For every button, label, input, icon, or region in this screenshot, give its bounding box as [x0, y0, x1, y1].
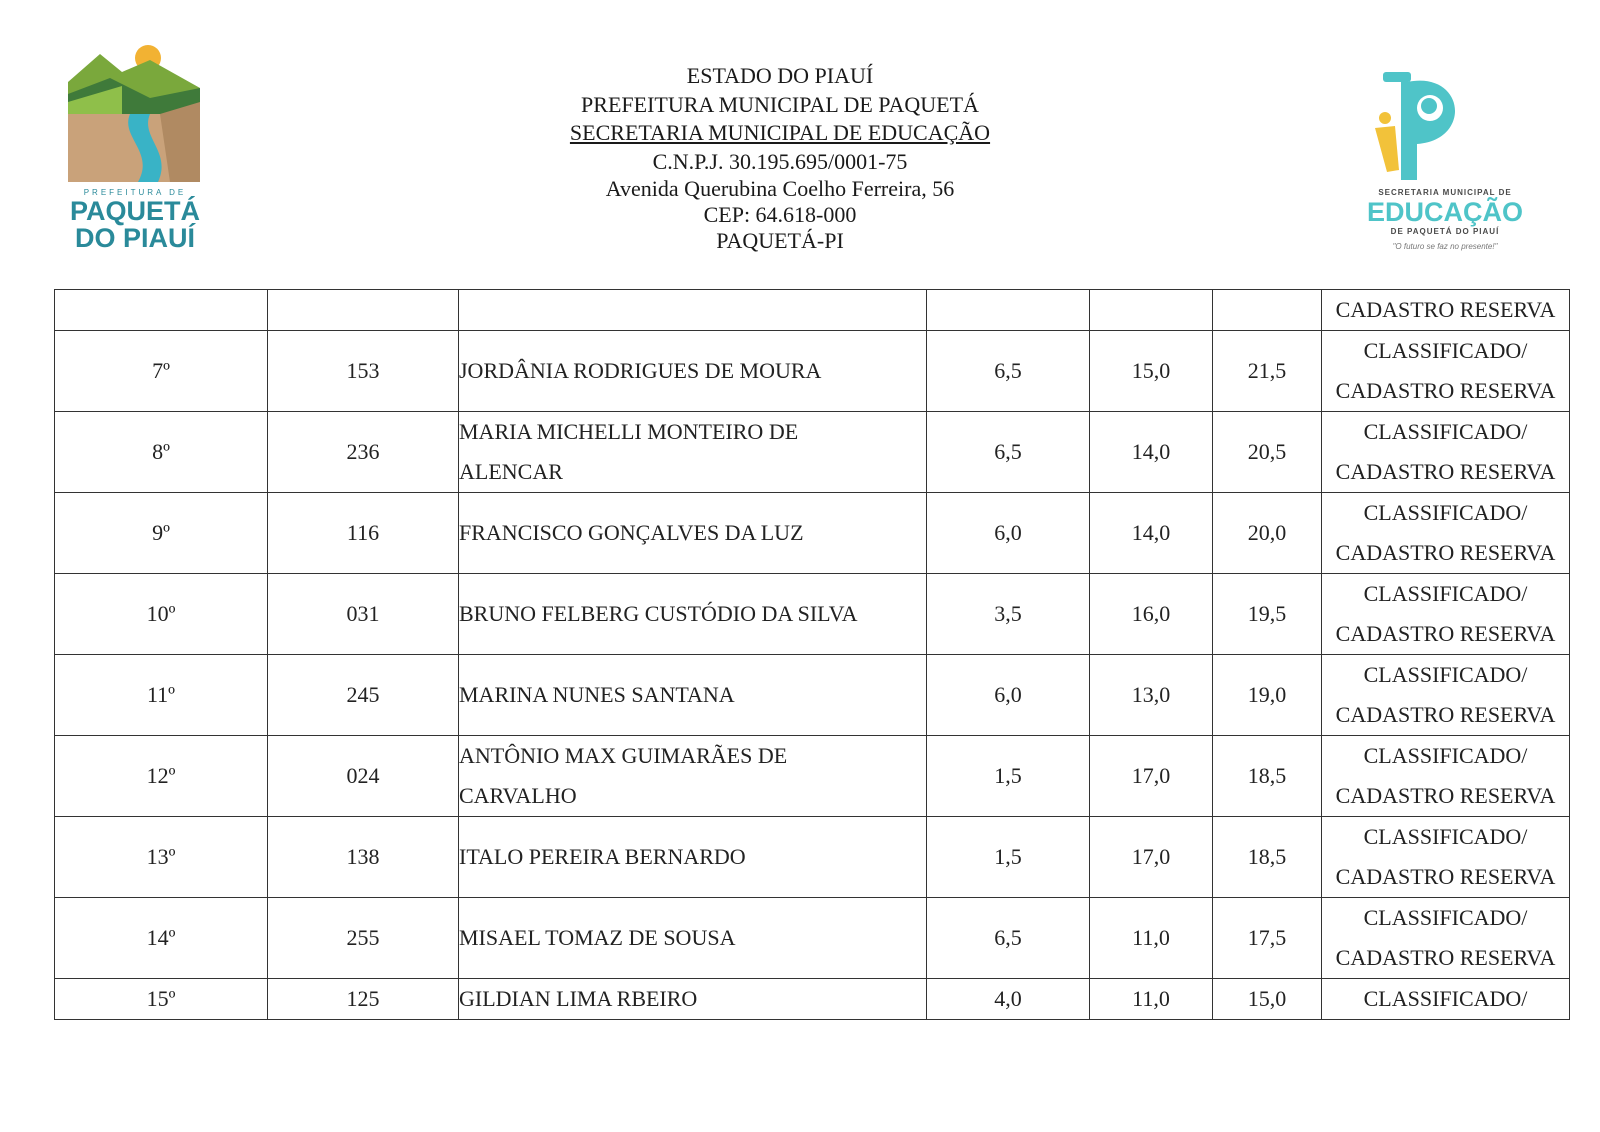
header-cep: CEP: 64.618-000	[703, 202, 857, 227]
code-cell	[268, 290, 459, 331]
rank-cell: 12º	[55, 736, 268, 817]
logo-right-line2: EDUCAÇÃO	[1366, 197, 1523, 227]
status-line-1: CLASSIFICADO/	[1363, 824, 1528, 849]
total-cell: 20,5	[1213, 412, 1322, 493]
status-cell	[1322, 655, 1570, 736]
status-line-2: CADASTRO RESERVA	[1335, 621, 1556, 646]
score2-cell	[1090, 290, 1213, 331]
secretaria-logo-graphic	[1355, 60, 1535, 185]
results-table	[54, 289, 1570, 1020]
name-cell: GILDIAN LIMA RBEIRO	[459, 979, 927, 1020]
status-cell	[1322, 817, 1570, 898]
score2-cell: 13,0	[1090, 655, 1213, 736]
status-cell	[1322, 736, 1570, 817]
code-cell: 236	[268, 412, 459, 493]
score1-cell: 6,0	[927, 655, 1090, 736]
score2-cell: 11,0	[1090, 898, 1213, 979]
header-prefeitura: PREFEITURA MUNICIPAL DE PAQUETÁ	[581, 91, 979, 117]
status-line-2: CADASTRO RESERVA	[1335, 459, 1556, 484]
document-header	[380, 62, 1180, 254]
status-cell	[1322, 331, 1570, 412]
status-cell: CLASSIFICADO/	[1322, 979, 1570, 1020]
total-cell: 19,5	[1213, 574, 1322, 655]
status-line-1: CLASSIFICADO/	[1363, 662, 1528, 687]
rank-cell: 10º	[55, 574, 268, 655]
name-cell	[459, 331, 927, 412]
code-cell: 255	[268, 898, 459, 979]
name-line-1: MARINA NUNES SANTANA	[459, 682, 735, 707]
status-line-1: CLASSIFICADO/	[1363, 743, 1528, 768]
header-address: Avenida Querubina Coelho Ferreira, 56	[605, 176, 955, 201]
status-cell	[1322, 412, 1570, 493]
score2-cell: 14,0	[1090, 493, 1213, 574]
rank-cell: 13º	[55, 817, 268, 898]
score1-cell: 1,5	[927, 736, 1090, 817]
total-cell: 18,5	[1213, 736, 1322, 817]
header-secretaria: SECRETARIA MUNICIPAL DE EDUCAÇÃO	[569, 120, 991, 145]
table-row	[55, 331, 1570, 412]
name-cell	[459, 736, 927, 817]
rank-cell: 15º	[55, 979, 268, 1020]
status-line-1: CLASSIFICADO/	[1363, 581, 1528, 606]
header-state: ESTADO DO PIAUÍ	[686, 63, 874, 88]
status-line-1: CLASSIFICADO/	[1363, 500, 1528, 525]
header-city: PAQUETÁ-PI	[716, 228, 844, 253]
total-cell: 20,0	[1213, 493, 1322, 574]
total-cell: 18,5	[1213, 817, 1322, 898]
name-cell	[459, 290, 927, 331]
table-row	[55, 817, 1570, 898]
total-cell: 15,0	[1213, 979, 1322, 1020]
score2-cell: 16,0	[1090, 574, 1213, 655]
status-cell	[1322, 574, 1570, 655]
status-line-1: CLASSIFICADO/	[1363, 419, 1528, 444]
name-cell	[459, 817, 927, 898]
score1-cell: 4,0	[927, 979, 1090, 1020]
total-cell: 21,5	[1213, 331, 1322, 412]
prefeitura-logo	[60, 42, 210, 267]
logo-left-title2: DO PIAUÍ	[74, 223, 195, 253]
logo-right-slogan: "O futuro se faz no presente!"	[1392, 242, 1498, 251]
total-cell	[1213, 290, 1322, 331]
table-row	[55, 574, 1570, 655]
name-cell	[459, 412, 927, 493]
status-line-1: CLASSIFICADO/	[1363, 905, 1528, 930]
total-cell: 17,5	[1213, 898, 1322, 979]
table-row	[55, 898, 1570, 979]
code-cell: 138	[268, 817, 459, 898]
score2-cell: 15,0	[1090, 331, 1213, 412]
name-line-2: CARVALHO	[459, 783, 577, 808]
score2-cell: 11,0	[1090, 979, 1213, 1020]
score1-cell: 6,5	[927, 898, 1090, 979]
name-line-1: ITALO PEREIRA BERNARDO	[459, 844, 746, 869]
name-line-1: BRUNO FELBERG CUSTÓDIO DA SILVA	[459, 601, 858, 626]
name-line-2: ALENCAR	[459, 459, 563, 484]
table-row	[55, 655, 1570, 736]
score2-cell: 14,0	[1090, 412, 1213, 493]
status-line-2: CADASTRO RESERVA	[1335, 945, 1556, 970]
name-line-1: JORDÂNIA RODRIGUES DE MOURA	[459, 358, 822, 383]
rank-cell	[55, 290, 268, 331]
rank-cell: 11º	[55, 655, 268, 736]
name-cell	[459, 898, 927, 979]
status-cell	[1322, 493, 1570, 574]
name-line-1: MISAEL TOMAZ DE SOUSA	[459, 925, 736, 950]
score1-cell: 1,5	[927, 817, 1090, 898]
name-cell	[459, 655, 927, 736]
table-row-continuation	[55, 290, 1570, 331]
rank-cell: 9º	[55, 493, 268, 574]
table-row	[55, 736, 1570, 817]
rank-cell: 7º	[55, 331, 268, 412]
table-row	[55, 493, 1570, 574]
code-cell: 125	[268, 979, 459, 1020]
results-table-body	[55, 290, 1570, 1020]
code-cell: 024	[268, 736, 459, 817]
status-line-2: CADASTRO RESERVA	[1335, 702, 1556, 727]
logo-right-line3: DE PAQUETÁ DO PIAUÍ	[1390, 227, 1500, 236]
code-cell: 245	[268, 655, 459, 736]
score2-cell: 17,0	[1090, 736, 1213, 817]
status-cell	[1322, 898, 1570, 979]
status-line-2: CADASTRO RESERVA	[1335, 378, 1556, 403]
name-cell	[459, 574, 927, 655]
name-line-1: MARIA MICHELLI MONTEIRO DE	[459, 419, 799, 444]
table-row	[55, 979, 1570, 1020]
code-cell: 031	[268, 574, 459, 655]
name-line-1: ANTÔNIO MAX GUIMARÃES DE	[459, 743, 788, 768]
code-cell: 116	[268, 493, 459, 574]
status-cell: CADASTRO RESERVA	[1322, 290, 1570, 331]
score1-cell: 6,5	[927, 412, 1090, 493]
name-cell	[459, 493, 927, 574]
logo-left-small-text: PREFEITURA DE	[83, 188, 187, 197]
status-line-2: CADASTRO RESERVA	[1335, 540, 1556, 565]
logo-right-line1: SECRETARIA MUNICIPAL DE	[1378, 188, 1512, 197]
score2-cell: 17,0	[1090, 817, 1213, 898]
table-row	[55, 412, 1570, 493]
status-line-1: CLASSIFICADO/	[1363, 338, 1528, 363]
code-cell: 153	[268, 331, 459, 412]
status-line-2: CADASTRO RESERVA	[1335, 864, 1556, 889]
score1-cell: 6,5	[927, 331, 1090, 412]
logo-left-title1: PAQUETÁ	[69, 196, 200, 226]
header-cnpj: C.N.P.J. 30.195.695/0001-75	[652, 148, 908, 174]
status-line-2: CADASTRO RESERVA	[1335, 783, 1556, 808]
score1-cell: 3,5	[927, 574, 1090, 655]
rank-cell: 14º	[55, 898, 268, 979]
secretaria-educacao-logo	[1355, 60, 1535, 270]
rank-cell: 8º	[55, 412, 268, 493]
name-line-1: FRANCISCO GONÇALVES DA LUZ	[459, 520, 804, 545]
total-cell: 19,0	[1213, 655, 1322, 736]
score1-cell	[927, 290, 1090, 331]
score1-cell: 6,0	[927, 493, 1090, 574]
